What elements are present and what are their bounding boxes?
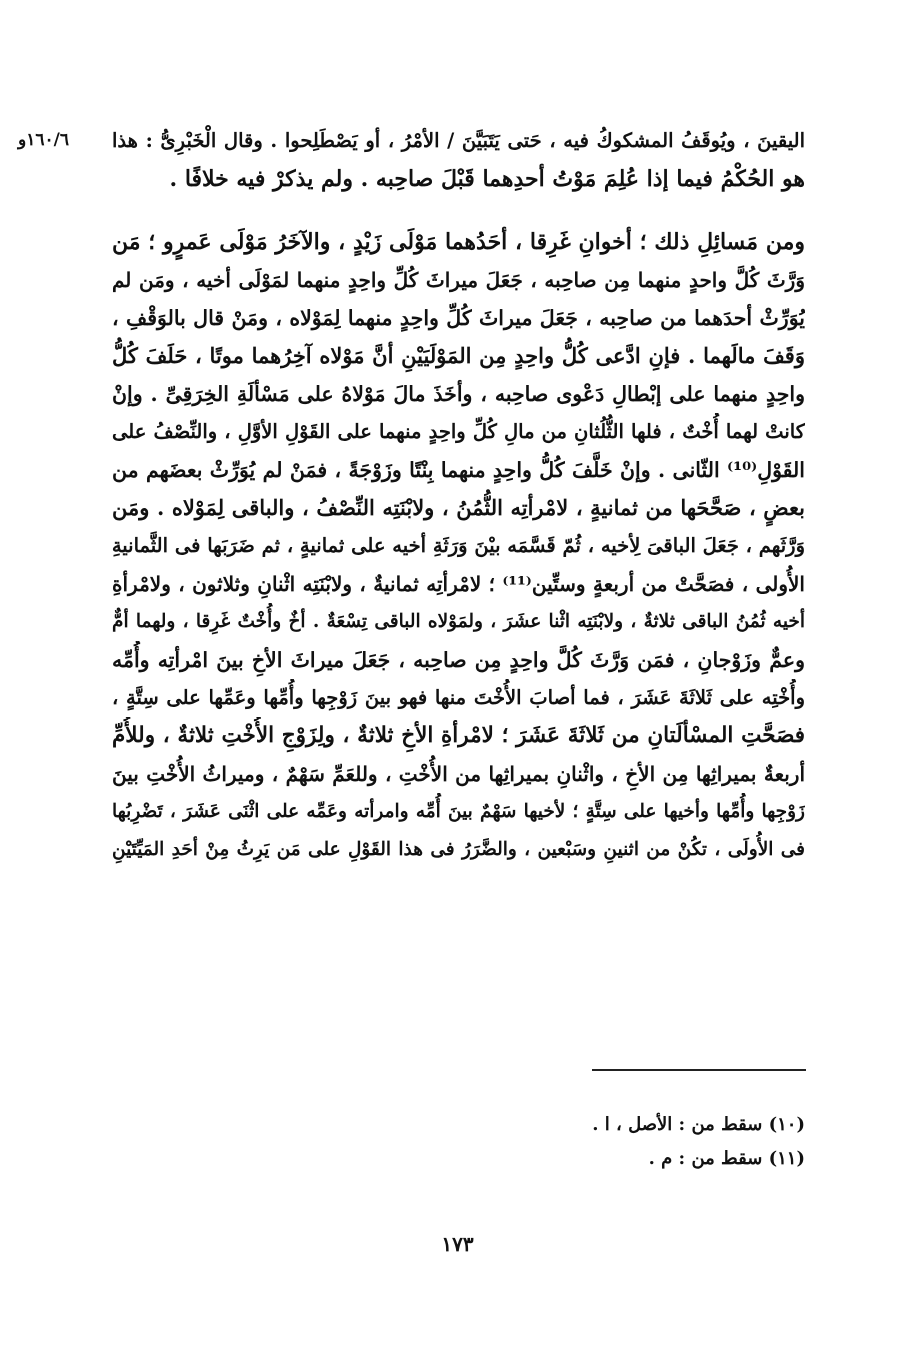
text-line: واحِدٍ منهما على إبْطالِ دَعْوى صاحِبه ، وأخَذَ مالَ مَوْلاهُ على مَسْألَةِ الخِرَقِىِّ . وإنْ xyxy=(112,382,805,406)
text-line: ومن مَسائِلِ ذلك ؛ أخوانِ غَرِقا ، أحَدُهما مَوْلَى زَيْدٍ ، والآخَرُ مَوْلَى عَمرٍو ؛ مَن xyxy=(112,229,805,255)
text-line: وَقَفَ مالَهما . فإنِ ادَّعى كُلُّ واحِدٍ مِن المَوْلَيَيْنِ أنَّ مَوْلاه آخِرُهما موتًا ، حَلَفَ كُلُّ xyxy=(112,343,805,368)
footnote-11: (١١) سقط من : م . xyxy=(648,1148,805,1169)
text-line: أخيه ثُمُنُ الباقى ثلاثةٌ ، ولابْنَتِه اثْنا عشَرَ ، ولمَوْلاه الباقى تِسْعَةٌ . أخٌ وأُخْتٌ غَرِقا ، ولهما أمٌّ xyxy=(112,611,805,632)
footnote-10: (١٠) سقط من : الأصل ، ا . xyxy=(592,1114,805,1135)
text-line: فى الأُولَى ، تكُنْ من اثنينِ وسَبْعين ، والضَّرَرُ فى هذا القَوْلِ على مَن يَرِثُ مِنْ أحَدِ المَيِّتَيْنِ xyxy=(112,839,805,860)
text-line: وَرَّثَ كُلَّ واحدٍ منهما مِن صاحِبه ، جَعَلَ ميراثَ كُلِّ واحِدٍ منهما لمَوْلَى أخيه ، ومَن لم xyxy=(112,268,805,292)
text-line: اليقينَ ، ويُوقَفُ المشكوكُ فيه ، حَتى يَتَبَيَّنَ / الأمْرُ ، أو يَصْطَلِحوا . وقال الْخَبْرِىُّ : هذا xyxy=(112,129,805,152)
text-line: وَرَّثَهم ، جَعَلَ الباقىَ لِأخيه ، ثُمّ قَسَّمَه بيْنَ وَرَثَةِ أخيه على ثمانيةٍ ، ثم ضَرَبَها فى الثَّمانيةِ xyxy=(112,534,805,557)
text-line: كانتْ لهما أُخْتٌ ، فلها الثُّلُثانِ من مالِ كُلِّ واحِدٍ منهما على القَوْلِ الأوَّلِ ، والنِّصْفُ على xyxy=(112,420,805,443)
page-number: ١٧٣ xyxy=(441,1232,474,1256)
text-line: الأُولى ، فصَحَّتْ من أربعةٍ وستِّين⁽¹¹⁾ ؛ لامْرأتِه ثمانيةٌ ، ولابْنَتِه اثْنانِ وثلاثون ، ولامْرأةِ xyxy=(112,572,805,596)
text-line: وأُخْتِه على ثَلاثَةَ عَشَرَ ، فما أصابَ الأُخْتَ منها فهو بينَ زَوْجِها وأُمِّها وعَمِّها على سِتَّةٍ ، xyxy=(112,686,805,709)
footnotes xyxy=(112,1108,805,1176)
footnote-divider xyxy=(592,1069,806,1071)
margin-reference-note: ١٦٠/٦و xyxy=(18,130,69,150)
text-line: يُوَرِّثْ أحدَهما من صاحِبه ، جَعَلَ ميراثَ كُلِّ واحِدٍ منهما لِمَوْلاه ، ومَنْ قال بالوَقْفِ ، xyxy=(112,306,805,330)
text-line: زَوْجِها وأُمِّها وأخيها على سِتَّةٍ ؛ لأخيها سَهْمٌ بينَ أُمِّه وامرأته وعَمِّه على اثْنَى عَشَرَ ، تَضْرِبُها xyxy=(112,801,805,822)
text-line: القَوْلِ⁽¹⁰⁾ الثّانى . وإنْ خَلَّفَ كُلُّ واحِدٍ منهما بِنْتًا وزَوْجَةً ، فمَنْ لم يُوَرِّثْ بعضَهم من xyxy=(112,458,805,482)
paragraph-1 xyxy=(112,122,805,198)
text-line: فصَحَّتِ المسْألَتانِ من ثَلاثَةَ عَشَرَ ؛ لامْرأةِ الأخِ ثلاثةٌ ، ولِزَوْجِ الأُخْتِ ثلاثةٌ ، وللأُمِّ xyxy=(112,723,805,748)
paragraph-2 xyxy=(112,223,805,869)
text-line: أربعةٌ بميراثِها مِن الأخِ ، واثْنانِ بميراثِها من الأُخْتِ ، وللعَمِّ سَهْمٌ ، وميراثُ الأُخْتِ بينَ xyxy=(112,762,805,786)
text-line: هو الحُكْمُ فيما إذا عُلِمَ مَوْتُ أحدِهما قَبْلَ صاحِبه . ولم يذكرْ فيه خلافًا . xyxy=(169,166,805,192)
text-line: بعضٍ ، صَحَّحَها من ثمانيةٍ ، لامْرأتِه الثُّمُنُ ، ولابْنَتِه النِّصْفُ ، والباقى لِمَوْلاه . ومَن xyxy=(112,495,805,520)
text-line: وعمٌّ وزَوْجانِ ، فمَن وَرَّثَ كُلَّ واحِدٍ مِن صاحِبه ، جَعَلَ ميراثَ الأخِ بينَ امْرأتِه وأُمِّه xyxy=(112,648,805,672)
